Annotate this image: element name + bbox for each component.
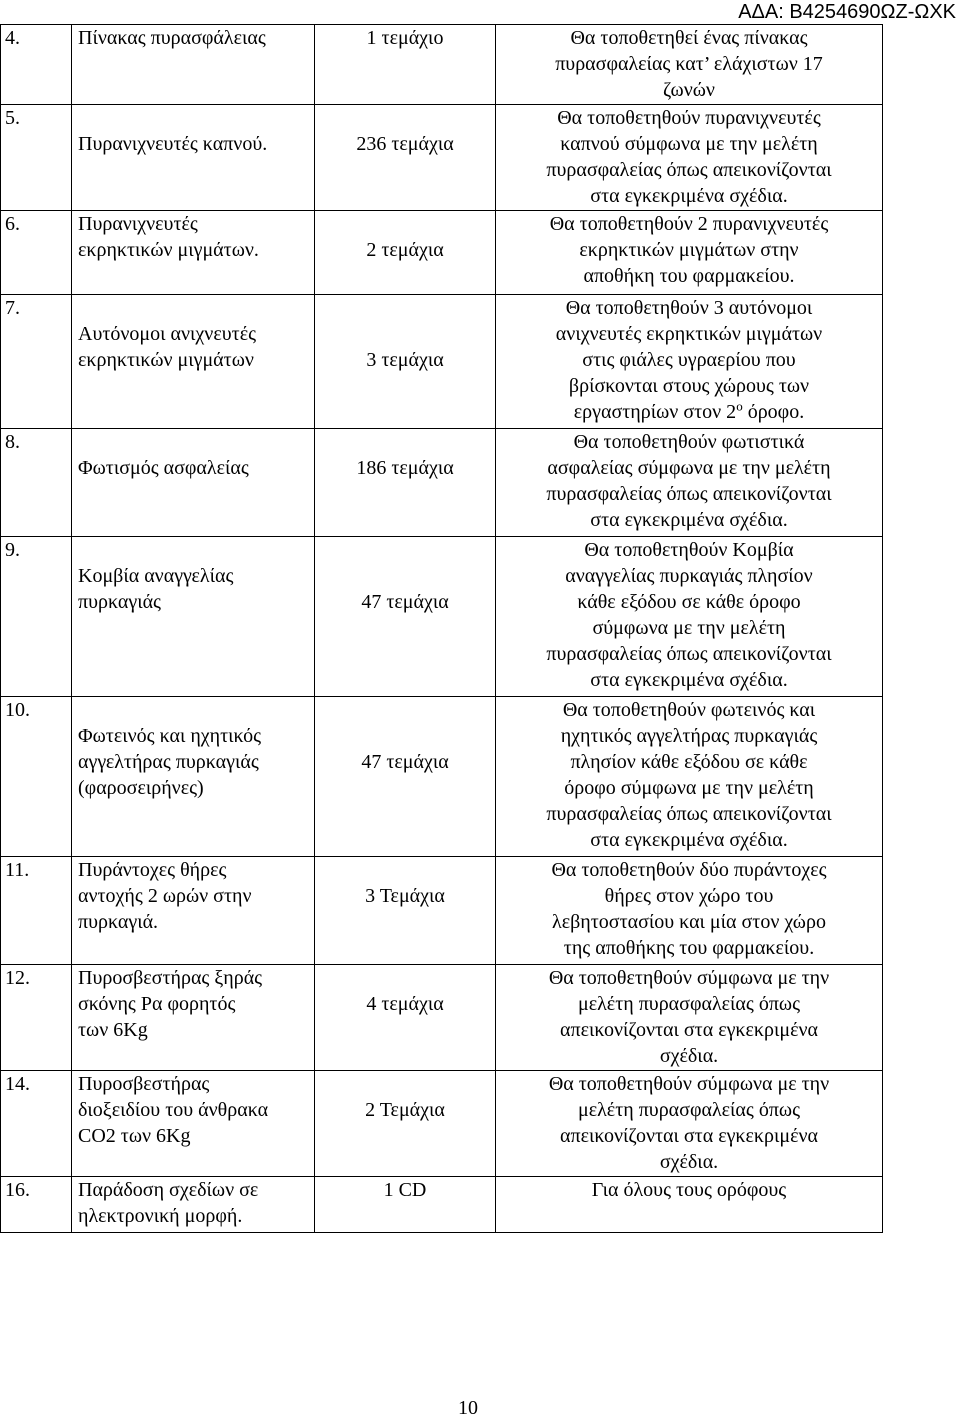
table-row <box>1 965 883 1071</box>
item-description: Πυρανιχνευτές καπνού. <box>72 105 315 211</box>
item-quantity: 47 τεμάχια <box>315 537 496 697</box>
item-description: Παράδοση σχεδίων σε ηλεκτρονική μορφή. <box>72 1177 315 1233</box>
item-note: Θα τοποθετηθούν Κομβία αναγγελίας πυρκαγιάς πλησίον κάθε εξόδου σε κάθε όροφο σύμφωνα με την μελέτη πυρασφαλείας όπως απεικονίζονται στα εγκεκριμένα σχέδια. <box>496 537 883 697</box>
item-description: Πυρανιχνευτές εκρηκτικών μιγμάτων. <box>72 211 315 295</box>
item-description: Φωτισμός ασφαλείας <box>72 429 315 537</box>
item-quantity: 3 Τεμάχια <box>315 857 496 965</box>
table-row <box>1 25 883 105</box>
row-number: 16. <box>1 1177 72 1233</box>
item-note: Θα τοποθετηθούν πυρανιχνευτές καπνού σύμφωνα με την μελέτη πυρασφαλείας όπως απεικονίζονται στα εγκεκριμένα σχέδια. <box>496 105 883 211</box>
item-quantity: 1 τεμάχιο <box>315 25 496 105</box>
item-quantity: 186 τεμάχια <box>315 429 496 537</box>
item-quantity: 3 τεμάχια <box>315 295 496 429</box>
item-note: Θα τοποθετηθούν 2 πυρανιχνευτές εκρηκτικών μιγμάτων στην αποθήκη του φαρμακείου. <box>496 211 883 295</box>
row-number: 7. <box>1 295 72 429</box>
item-description: Φωτεινός και ηχητικός αγγελτήρας πυρκαγιάς (φαροσειρήνες) <box>72 697 315 857</box>
row-number: 11. <box>1 857 72 965</box>
table-row <box>1 1177 883 1233</box>
table-row <box>1 105 883 211</box>
table-row <box>1 537 883 697</box>
row-number: 5. <box>1 105 72 211</box>
item-description: Αυτόνομοι ανιχνευτές εκρηκτικών μιγμάτων <box>72 295 315 429</box>
ada-code: ΑΔΑ: Β4254690ΩΖ-ΩΧΚ <box>738 1 956 23</box>
table-row <box>1 211 883 295</box>
item-quantity: 2 τεμάχια <box>315 211 496 295</box>
table-row <box>1 857 883 965</box>
item-note: Θα τοποθετηθούν δύο πυράντοχες θήρες στον χώρο του λεβητοστασίου και μία στον χώρο της αποθήκης του φαρμακείου. <box>496 857 883 965</box>
item-description: Κομβία αναγγελίας πυρκαγιάς <box>72 537 315 697</box>
item-description: Πυροσβεστήρας διοξειδίου του άνθρακα CO2 των 6Kg <box>72 1071 315 1177</box>
item-quantity: 4 τεμάχια <box>315 965 496 1071</box>
page-number: 10 <box>458 1397 478 1419</box>
item-note: Για όλους τους ορόφους <box>496 1177 883 1233</box>
item-quantity: 47 τεμάχια <box>315 697 496 857</box>
row-number: 14. <box>1 1071 72 1177</box>
row-number: 8. <box>1 429 72 537</box>
row-number: 10. <box>1 697 72 857</box>
item-description: Πυροσβεστήρας ξηράς σκόνης Ρα φορητός των 6Kg <box>72 965 315 1071</box>
item-description: Πυράντοχες θήρες αντοχής 2 ωρών στην πυρκαγιά. <box>72 857 315 965</box>
item-quantity: 1 CD <box>315 1177 496 1233</box>
items-table <box>0 24 883 1233</box>
item-note: Θα τοποθετηθούν σύμφωνα με την μελέτη πυρασφαλείας όπως απεικονίζονται στα εγκεκριμένα σχέδια. <box>496 1071 883 1177</box>
item-quantity: 236 τεμάχια <box>315 105 496 211</box>
item-note: Θα τοποθετηθεί ένας πίνακας πυρασφαλείας κατ’ ελάχιστων 17 ζωνών <box>496 25 883 105</box>
row-number: 9. <box>1 537 72 697</box>
item-quantity: 2 Τεμάχια <box>315 1071 496 1177</box>
row-number: 6. <box>1 211 72 295</box>
item-note: Θα τοποθετηθούν 3 αυτόνομοι ανιχνευτές εκρηκτικών μιγμάτων στις φιάλες υγραερίου που βρίσκονται στους χώρους των εργαστηρίων στον $2^o$ όροφο. <box>496 295 883 429</box>
row-number: 4. <box>1 25 72 105</box>
item-description: Πίνακας πυρασφάλειας <box>72 25 315 105</box>
table-row <box>1 697 883 857</box>
row-number: 12. <box>1 965 72 1071</box>
table-row <box>1 1071 883 1177</box>
item-note: Θα τοποθετηθούν φωτιστικά ασφαλείας σύμφωνα με την μελέτη πυρασφαλείας όπως απεικονίζονται στα εγκεκριμένα σχέδια. <box>496 429 883 537</box>
table-row <box>1 295 883 429</box>
table-row <box>1 429 883 537</box>
item-note: Θα τοποθετηθούν σύμφωνα με την μελέτη πυρασφαλείας όπως απεικονίζονται στα εγκεκριμένα σχέδια. <box>496 965 883 1071</box>
item-note: Θα τοποθετηθούν φωτεινός και ηχητικός αγγελτήρας πυρκαγιάς πλησίον κάθε εξόδου σε κάθε όροφο σύμφωνα με την μελέτη πυρασφαλείας όπως απεικονίζονται στα εγκεκριμένα σχέδια. <box>496 697 883 857</box>
